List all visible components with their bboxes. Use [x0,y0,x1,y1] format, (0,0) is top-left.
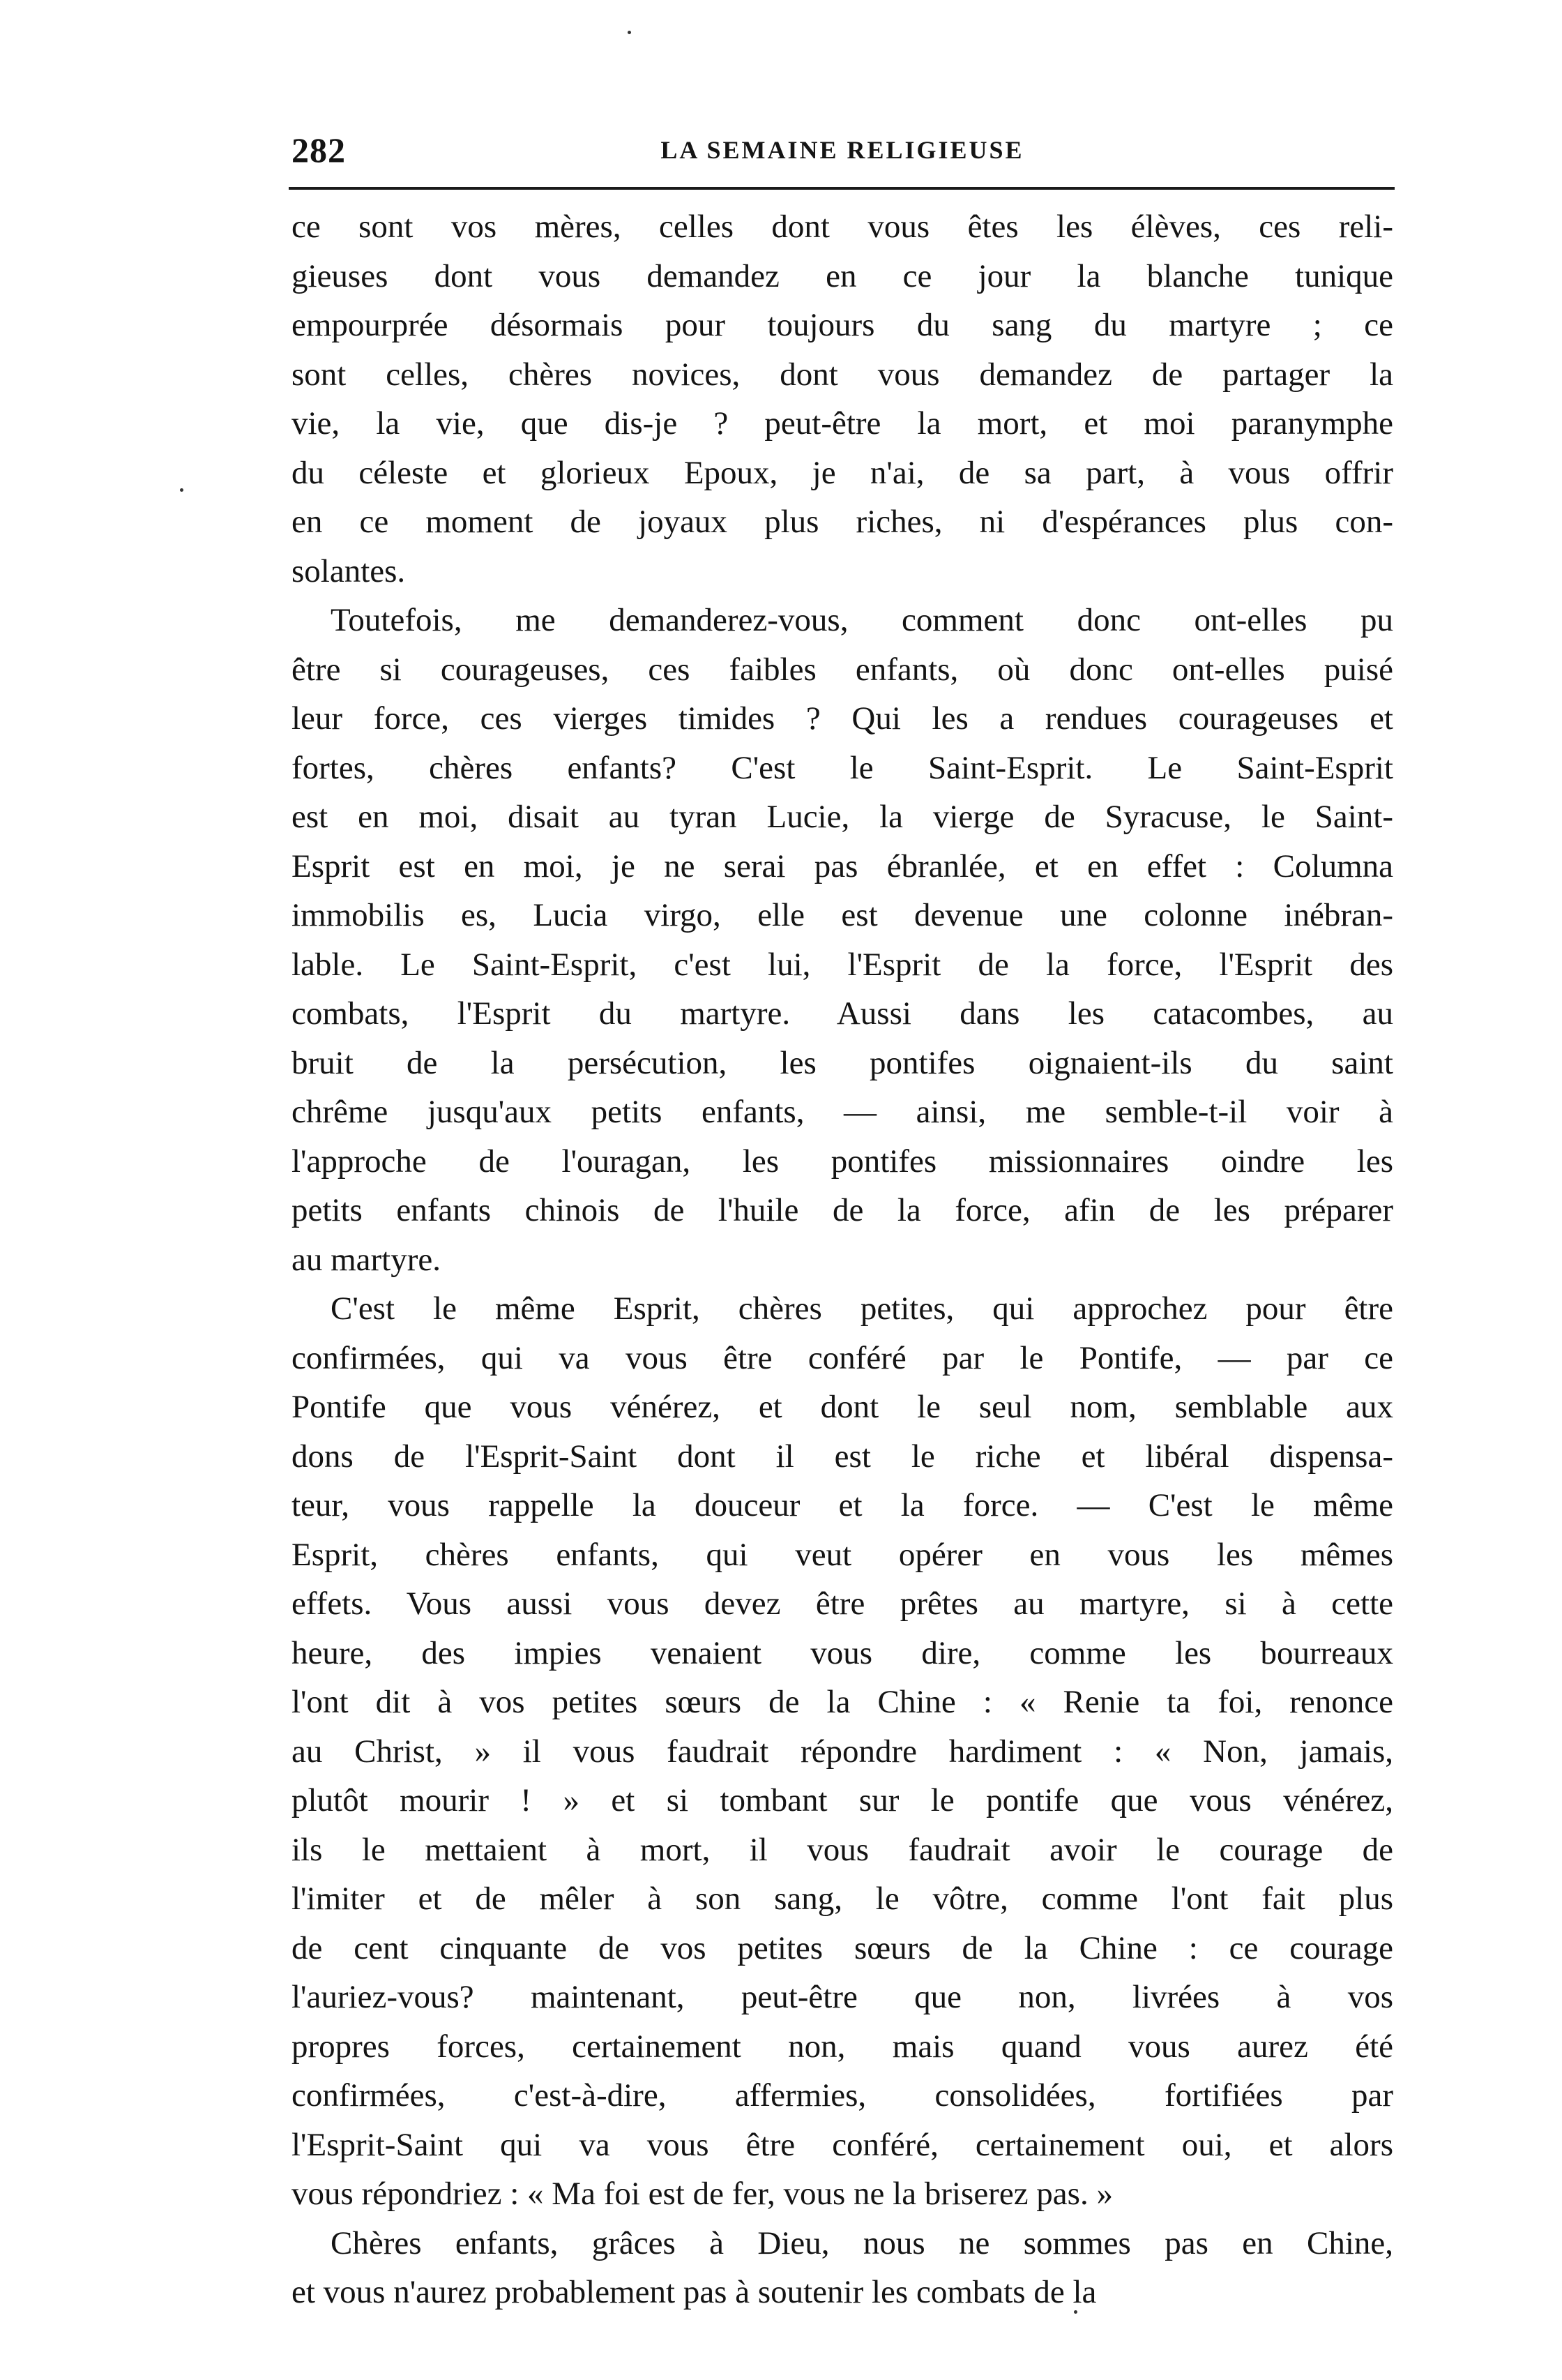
text-line: empourprée désormais pour toujours du sang du martyre ; ce [291,307,1393,343]
text-line: être si courageuses, ces faibles enfants, où donc ont-elles puisé [291,651,1393,688]
text-line: au Christ, » il vous faudrait répondre hardiment : « Non, jamais, [291,1733,1393,1770]
page-header [291,130,1393,172]
text-line: effets. Vous aussi vous devez être prêtes au martyre, si à cette [291,1586,1393,1622]
text-line: fortes, chères enfants? C'est le Saint-Esprit. Le Saint-Esprit [291,749,1393,786]
text-line: ce sont vos mères, celles dont vous êtes les élèves, ces reli- [291,209,1393,245]
text-line: Pontife que vous vénérez, et dont le seul nom, semblable aux [291,1389,1393,1425]
text-line: l'imiter et de mêler à son sang, le vôtre, comme l'ont fait plus [291,1881,1393,1917]
text-line: Chères enfants, grâces à Dieu, nous ne sommes pas en Chine, [331,2224,1393,2261]
text-line: ils le mettaient à mort, il vous faudrait avoir le courage de [291,1831,1393,1868]
text-line: Esprit, chères enfants, qui veut opérer en vous les mêmes [291,1536,1393,1573]
text-line: et vous n'aurez probablement pas à soutenir les combats de la [291,2274,1097,2310]
paragraph [291,202,1393,596]
text-line: heure, des impies venaient vous dire, comme les bourreaux [291,1634,1393,1671]
text-line: confirmées, c'est-à-dire, affermies, consolidées, fortifiées par [291,2077,1393,2114]
text-line: chrême jusqu'aux petits enfants, — ainsi, me semble-t-il voir à [291,1094,1393,1130]
text-line: est en moi, disait au tyran Lucie, la vierge de Syracuse, le Saint- [291,799,1393,835]
text-line: dons de l'Esprit-Saint dont il est le riche et libéral dispensa- [291,1438,1393,1475]
text-line: propres forces, certainement non, mais quand vous aurez été [291,2028,1393,2065]
paragraph [291,1284,1393,2219]
ink-speck [180,488,183,492]
text-line: vous répondriez : « Ma foi est de fer, vous ne la briserez pas. » [291,2176,1113,2212]
text-line: de cent cinquante de vos petites sœurs de la Chine : ce courage [291,1929,1393,1966]
text-line: sont celles, chères novices, dont vous demandez de partager la [291,356,1393,393]
text-line: l'auriez-vous? maintenant, peut-être que non, livrées à vos [291,1979,1393,2015]
text-line: du céleste et glorieux Epoux, je n'ai, de sa part, à vous offrir [291,454,1393,491]
text-line: l'Esprit-Saint qui va vous être conféré, certainement oui, et alors [291,2126,1393,2163]
text-line: teur, vous rappelle la douceur et la force. — C'est le même [291,1487,1393,1523]
text-line: plutôt mourir ! » et si tombant sur le pontife que vous vénérez, [291,1782,1393,1818]
text-line: en ce moment de joyaux plus riches, ni d'espérances plus con- [291,504,1393,540]
text-line: immobilis es, Lucia virgo, elle est devenue une colonne inébran- [291,897,1393,933]
text-line: au martyre. [291,1241,441,1278]
body-text [291,202,1393,2317]
text-line: petits enfants chinois de l'huile de la force, afin de les préparer [291,1192,1393,1228]
text-line: gieuses dont vous demandez en ce jour la blanche tunique [291,257,1393,294]
text-line: bruit de la persécution, les pontifes oignaient-ils du saint [291,1044,1393,1081]
page-number: 282 [291,130,346,170]
running-title: LA SEMAINE RELIGIEUSE [660,136,1024,164]
text-line: vie, la vie, que dis-je ? peut-être la mort, et moi paranymphe [291,405,1393,442]
text-line: Toutefois, me demanderez-vous, comment donc ont-elles pu [331,602,1393,638]
text-line: confirmées, qui va vous être conféré par le Pontife, — par ce [291,1339,1393,1376]
text-line: l'ont dit à vos petites sœurs de la Chine : « Renie ta foi, renonce [291,1684,1393,1720]
text-line: l'approche de l'ouragan, les pontifes missionnaires oindre les [291,1143,1393,1180]
ink-speck [628,31,631,34]
text-line: leur force, ces vierges timides ? Qui les a rendues courageuses et [291,700,1393,737]
header-rule [289,187,1395,190]
ink-speck [1074,2310,1077,2314]
text-line: solantes. [291,552,406,589]
paragraph [291,596,1393,1284]
text-line: combats, l'Esprit du martyre. Aussi dans les catacombes, au [291,995,1393,1032]
text-line: Esprit est en moi, je ne serai pas ébranlée, et en effet : Columna [291,848,1393,884]
text-line: C'est le même Esprit, chères petites, qui approchez pour être [331,1290,1393,1327]
text-line: lable. Le Saint-Esprit, c'est lui, l'Esprit de la force, l'Esprit des [291,946,1393,983]
paragraph [291,2219,1393,2317]
